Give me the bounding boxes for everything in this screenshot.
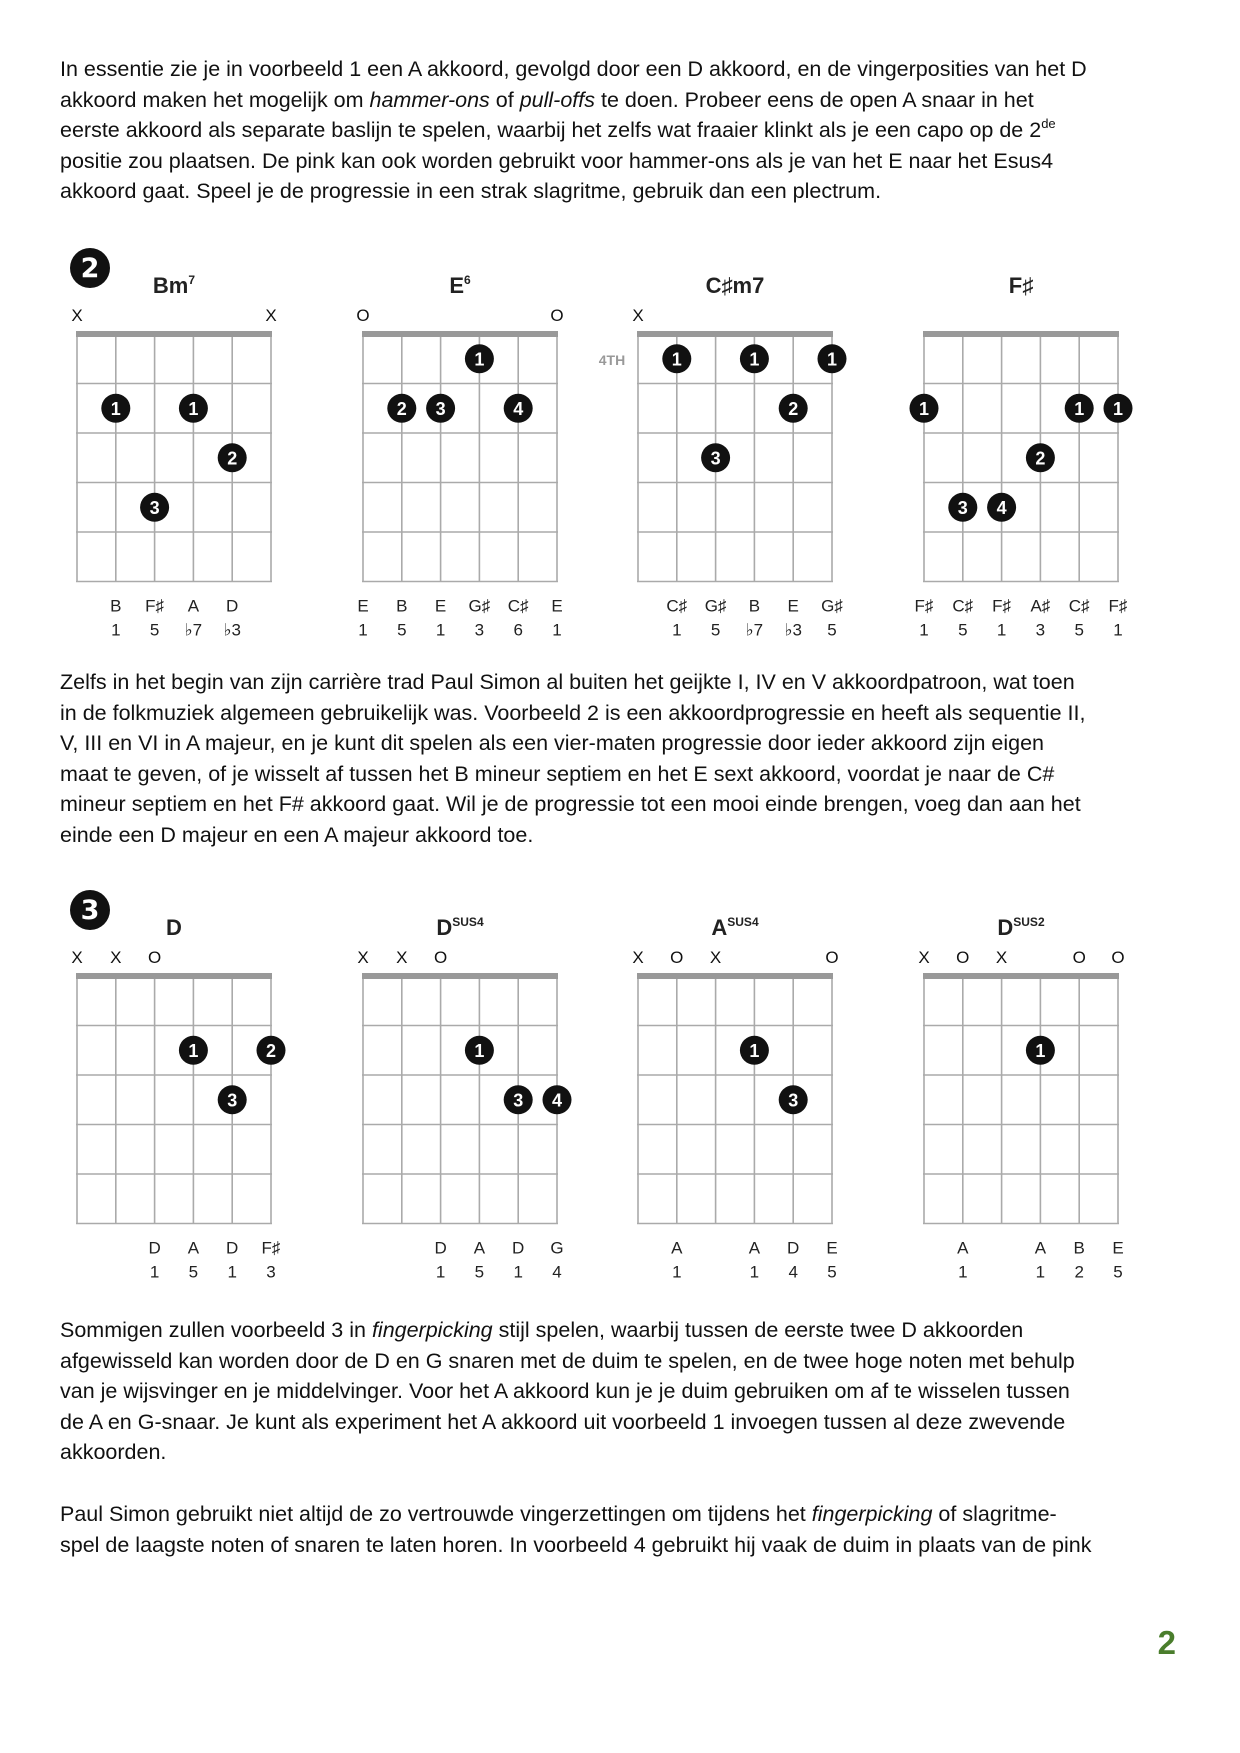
finger-dot <box>740 1036 769 1065</box>
closing-paragraph-1 <box>60 1315 1180 1468</box>
intro-line-3: eerste akkoord als separate baslijn te spelen, waarbij het zelfs wat fraaier klinkt als je een capo op de 2de <box>60 116 1056 142</box>
example-3-chord-2 <box>357 915 571 1282</box>
note-name: D <box>148 1238 161 1258</box>
chord-name <box>436 915 484 940</box>
intro-line-5: akkoord gaat. Speel je de progressie in een strak slagritme, gebruik dan een plectrum. <box>60 179 882 203</box>
nut-bar <box>637 973 833 979</box>
finger-dot <box>140 493 169 522</box>
chord-name-root: D <box>997 915 1014 940</box>
note-name: E <box>1112 1238 1124 1258</box>
note-name: D <box>512 1238 525 1258</box>
note-name: B <box>748 596 761 616</box>
note-name: G <box>550 1238 564 1258</box>
finger-number: 1 <box>1074 398 1085 419</box>
nut-bar <box>362 331 558 337</box>
open-string-marker: O <box>1111 948 1125 967</box>
finger-dot <box>543 1085 572 1114</box>
term-fingerpicking-2: fingerpicking <box>811 1502 933 1526</box>
chord-name <box>706 273 765 298</box>
note-name: G♯ <box>468 596 491 616</box>
finger-dot <box>948 493 977 522</box>
finger-number: 2 <box>788 398 799 419</box>
note-name: E <box>826 1238 838 1258</box>
interval-number: 1 <box>672 1262 682 1282</box>
finger-dot <box>740 344 769 373</box>
example-3-number-badge <box>70 890 110 930</box>
fret-position-label: 4TH <box>598 351 626 368</box>
finger-number: 1 <box>918 398 930 419</box>
nut-bar <box>637 331 833 337</box>
finger-number: 2 <box>396 398 407 419</box>
note-name: D <box>787 1238 800 1258</box>
interval-number: ♭7 <box>184 620 203 640</box>
middle-line-3: V, III en VI in A majeur, en je kunt dit spelen als een vier-maten progressie door ieder akkoord zijn eigen <box>60 731 1045 755</box>
closing2-line-2: spel de laagste noten of snaren te laten horen. In voorbeeld 4 gebruikt hij vaak de duim in plaats van de pink <box>60 1532 1092 1557</box>
interval-number: ♭3 <box>223 620 241 640</box>
finger-dot <box>426 394 455 423</box>
chord-name <box>1009 273 1033 298</box>
muted-string-marker: X <box>632 948 644 967</box>
note-name: E <box>434 596 447 616</box>
note-name: A <box>957 1238 969 1258</box>
open-string-marker: O <box>147 948 162 967</box>
finger-number: 3 <box>227 1090 238 1111</box>
nut-bar <box>76 331 272 337</box>
nut-bar <box>76 973 272 979</box>
example-3-chord-4 <box>918 915 1124 1282</box>
page-number: 2 <box>1157 1624 1176 1661</box>
example-2-chord-1 <box>71 273 276 640</box>
finger-dot <box>1065 394 1094 423</box>
finger-dot <box>779 1085 808 1114</box>
example-2-number-badge <box>70 248 110 288</box>
open-string-marker: O <box>956 948 970 967</box>
superscript-de: de <box>1041 116 1056 131</box>
chord-name-root: D <box>436 915 453 940</box>
finger-number: 1 <box>474 349 485 370</box>
middle-line-1: Zelfs in het begin van zijn carrière trad Paul Simon al buiten het geijkte I, IV en V akkoordpatroon, wat toen <box>60 670 1075 694</box>
note-name: A <box>187 596 200 616</box>
interval-number: 5 <box>188 1262 199 1282</box>
interval-number: 1 <box>1035 1262 1046 1282</box>
note-name: C♯ <box>952 596 974 616</box>
finger-dot <box>818 344 847 373</box>
finger-dot <box>387 394 416 423</box>
chord-name <box>711 915 759 940</box>
note-name: F♯ <box>1108 596 1128 616</box>
muted-string-marker: X <box>265 306 277 325</box>
open-string-marker: O <box>1072 948 1086 967</box>
closing1-line-4: de A en G-snaar. Je kunt als experiment het A akkoord uit voorbeeld 1 invoegen tussen al deze zwevende <box>60 1409 1066 1434</box>
interval-number: ♭3 <box>784 620 802 640</box>
example-3-badge-number: 3 <box>80 895 100 926</box>
chord-name-root: D <box>166 915 182 940</box>
finger-number: 1 <box>1035 1040 1046 1061</box>
finger-dot <box>1026 1036 1055 1065</box>
interval-number: 1 <box>149 1262 160 1282</box>
finger-dot <box>779 394 808 423</box>
closing-paragraph-2 <box>60 1499 1180 1560</box>
chord-name-root: F♯ <box>1008 273 1034 298</box>
finger-dot <box>257 1036 286 1065</box>
note-name: B <box>110 596 122 616</box>
example-3-chord-diagrams <box>60 890 1180 1290</box>
interval-number: 1 <box>552 620 562 640</box>
note-name: C♯ <box>507 596 529 616</box>
term-hammer-ons: hammer-ons <box>369 87 490 112</box>
intro-paragraph <box>60 54 1180 207</box>
note-name: F♯ <box>992 596 1012 616</box>
interval-number: 5 <box>149 620 160 640</box>
finger-number: 3 <box>957 497 968 518</box>
finger-dot <box>465 1036 494 1065</box>
closing1-line-2: afgewisseld kan worden door de D en G snaren met de duim te spelen, en de twee hoge noten met behulp <box>60 1348 1075 1373</box>
interval-number: ♭7 <box>745 620 764 640</box>
note-name: F♯ <box>145 596 165 616</box>
note-name: A <box>1034 1238 1047 1258</box>
example-3-svg <box>60 890 1180 1290</box>
muted-string-marker: X <box>709 948 722 967</box>
interval-number: 5 <box>827 620 837 640</box>
finger-dot <box>504 1085 533 1114</box>
interval-number: 1 <box>1113 620 1123 640</box>
interval-number: 3 <box>266 1262 276 1282</box>
example-3-chord-1 <box>71 915 285 1282</box>
muted-string-marker: X <box>995 948 1008 967</box>
interval-number: 5 <box>474 1262 485 1282</box>
chord-name <box>997 915 1045 940</box>
interval-number: 1 <box>749 1262 760 1282</box>
interval-number: 1 <box>919 620 929 640</box>
closing1-line-5: akkoorden. <box>60 1440 167 1464</box>
example-2-chord-diagrams <box>60 248 1180 648</box>
term-fingerpicking: fingerpicking <box>371 1318 493 1342</box>
closing1-line-1: Sommigen zullen voorbeeld 3 in fingerpicking stijl spelen, waarbij tussen de eerste twee D akkoorden <box>60 1318 1024 1342</box>
muted-string-marker: X <box>357 948 369 967</box>
muted-string-marker: X <box>71 948 83 967</box>
example-2-chord-4 <box>910 273 1133 640</box>
chord-name-superscript: SUS2 <box>1013 915 1045 929</box>
finger-dot <box>701 443 730 472</box>
note-name: C♯ <box>1068 596 1090 616</box>
finger-number: 2 <box>265 1040 277 1061</box>
open-string-marker: O <box>433 948 448 967</box>
finger-number: 3 <box>710 448 721 469</box>
chord-name-superscript: 6 <box>464 273 471 287</box>
finger-number: 3 <box>149 497 160 518</box>
finger-number: 4 <box>996 497 1007 518</box>
finger-number: 1 <box>1112 398 1124 419</box>
finger-number: 1 <box>749 349 760 370</box>
intro-line-4: positie zou plaatsen. De pink kan ook worden gebruikt voor hammer-ons als je van het E naar het Esus4 <box>60 148 1054 173</box>
note-name: A <box>748 1238 761 1258</box>
finger-number: 2 <box>1035 448 1046 469</box>
note-name: C♯ <box>666 596 688 616</box>
interval-number: 4 <box>788 1262 798 1282</box>
chord-name-root: A <box>711 915 728 940</box>
interval-number: 1 <box>435 1262 446 1282</box>
finger-number: 1 <box>110 398 121 419</box>
finger-dot <box>218 443 247 472</box>
chord-name-superscript: SUS4 <box>452 915 484 929</box>
note-name: B <box>396 596 408 616</box>
open-string-marker: O <box>356 306 370 325</box>
interval-number: 5 <box>710 620 721 640</box>
finger-dot <box>179 1036 208 1065</box>
finger-number: 1 <box>671 349 682 370</box>
finger-number: 1 <box>474 1040 485 1061</box>
nut-bar <box>923 973 1119 979</box>
chord-name-root: E <box>449 273 464 298</box>
finger-dot <box>465 344 494 373</box>
chord-name <box>153 273 195 298</box>
finger-dot <box>662 344 691 373</box>
intro-line-1: In essentie zie je in voorbeeld 1 een A akkoord, gevolgd door een D akkoord, en de vingerposities van het D <box>60 57 1087 81</box>
note-name: F♯ <box>261 1238 281 1258</box>
chord-name <box>449 273 471 298</box>
interval-number: 4 <box>552 1262 562 1282</box>
chord-name-superscript: 7 <box>188 273 196 287</box>
finger-dot <box>101 394 130 423</box>
note-name: G♯ <box>821 596 843 616</box>
muted-string-marker: X <box>396 948 408 967</box>
finger-dot <box>910 394 939 423</box>
note-name: E <box>357 596 369 616</box>
finger-number: 3 <box>788 1090 799 1111</box>
open-string-marker: O <box>670 948 684 967</box>
example-2-chord-2 <box>356 273 563 640</box>
finger-number: 4 <box>513 398 524 419</box>
interval-number: 1 <box>435 620 446 640</box>
muted-string-marker: X <box>918 948 930 967</box>
finger-dot <box>179 394 208 423</box>
note-name: E <box>551 596 563 616</box>
term-pull-offs: pull-offs <box>519 87 595 112</box>
finger-dot <box>1026 443 1055 472</box>
interval-number: 1 <box>111 620 121 640</box>
interval-number: 3 <box>1035 620 1046 640</box>
example-3-chord-3 <box>632 915 838 1282</box>
middle-line-5: mineur septiem en het F# akkoord gaat. Wil je de progressie tot een mooi einde brengen, voeg dan aan het <box>60 792 1081 816</box>
finger-dot <box>987 493 1016 522</box>
interval-number: 1 <box>672 620 682 640</box>
muted-string-marker: X <box>110 948 122 967</box>
interval-number: 1 <box>958 1262 968 1282</box>
example-2-chord-3 <box>599 273 847 640</box>
middle-line-2: in de folkmuziek algemeen gebruikelijk was. Voorbeeld 2 is een akkoordprogressie en heeft als sequentie II, <box>60 700 1086 725</box>
finger-number: 2 <box>227 448 238 469</box>
chord-name <box>166 915 182 940</box>
finger-number: 1 <box>188 1040 199 1061</box>
interval-number: 1 <box>513 1262 523 1282</box>
interval-number: 5 <box>958 620 968 640</box>
muted-string-marker: X <box>632 306 644 325</box>
interval-number: 5 <box>1113 1262 1123 1282</box>
example-2-badge-number: 2 <box>80 253 100 284</box>
closing1-line-3: van je wijsvinger en je middelvinger. Voor het A akkoord kun je je duim gebruiken om af te wisselen tussen <box>60 1379 1070 1403</box>
chord-name-superscript: SUS4 <box>727 915 759 929</box>
chord-name-root: C♯m7 <box>705 273 765 298</box>
note-name: A <box>473 1238 486 1258</box>
interval-number: 1 <box>996 620 1007 640</box>
note-name: A♯ <box>1030 596 1051 616</box>
open-string-marker: O <box>550 306 564 325</box>
note-name: F♯ <box>914 596 934 616</box>
interval-number: 6 <box>513 620 523 640</box>
chord-name-root: Bm <box>152 273 189 298</box>
interval-number: 3 <box>474 620 485 640</box>
finger-number: 4 <box>551 1090 563 1111</box>
finger-number: 1 <box>188 398 199 419</box>
middle-line-6: einde een D majeur en een A majeur akkoord toe. <box>60 822 534 847</box>
nut-bar <box>362 973 558 979</box>
note-name: D <box>434 1238 447 1258</box>
finger-dot <box>1104 394 1133 423</box>
note-name: A <box>187 1238 200 1258</box>
note-name: D <box>226 1238 239 1258</box>
middle-paragraph <box>60 667 1180 850</box>
note-name: D <box>226 596 239 616</box>
finger-number: 1 <box>749 1040 760 1061</box>
note-name: G♯ <box>704 596 727 616</box>
finger-dot <box>504 394 533 423</box>
note-name: B <box>1073 1238 1085 1258</box>
finger-number: 3 <box>435 398 446 419</box>
intro-line-2: akkoord maken het mogelijk om hammer-ons of pull-offs te doen. Probeer eens de open A snaar in het <box>60 87 1034 112</box>
open-string-marker: O <box>825 948 839 967</box>
interval-number: 5 <box>827 1262 837 1282</box>
interval-number: 1 <box>358 620 368 640</box>
closing2-line-1: Paul Simon gebruikt niet altijd de zo vertrouwde vingerzettingen om tijdens het fingerpicking of slagritme- <box>60 1502 1057 1526</box>
example-2-svg <box>60 248 1180 648</box>
note-name: A <box>671 1238 683 1258</box>
interval-number: 2 <box>1074 1262 1084 1282</box>
note-name: E <box>787 596 799 616</box>
finger-number: 3 <box>513 1090 524 1111</box>
middle-line-4: maat te geven, of je wisselt af tussen het B mineur septiem en het E sext akkoord, voordat je naar de C# <box>60 761 1055 786</box>
finger-number: 1 <box>826 349 838 370</box>
interval-number: 1 <box>227 1262 237 1282</box>
finger-dot <box>218 1085 247 1114</box>
interval-number: 5 <box>397 620 407 640</box>
nut-bar <box>923 331 1119 337</box>
interval-number: 5 <box>1074 620 1084 640</box>
muted-string-marker: X <box>71 306 83 325</box>
